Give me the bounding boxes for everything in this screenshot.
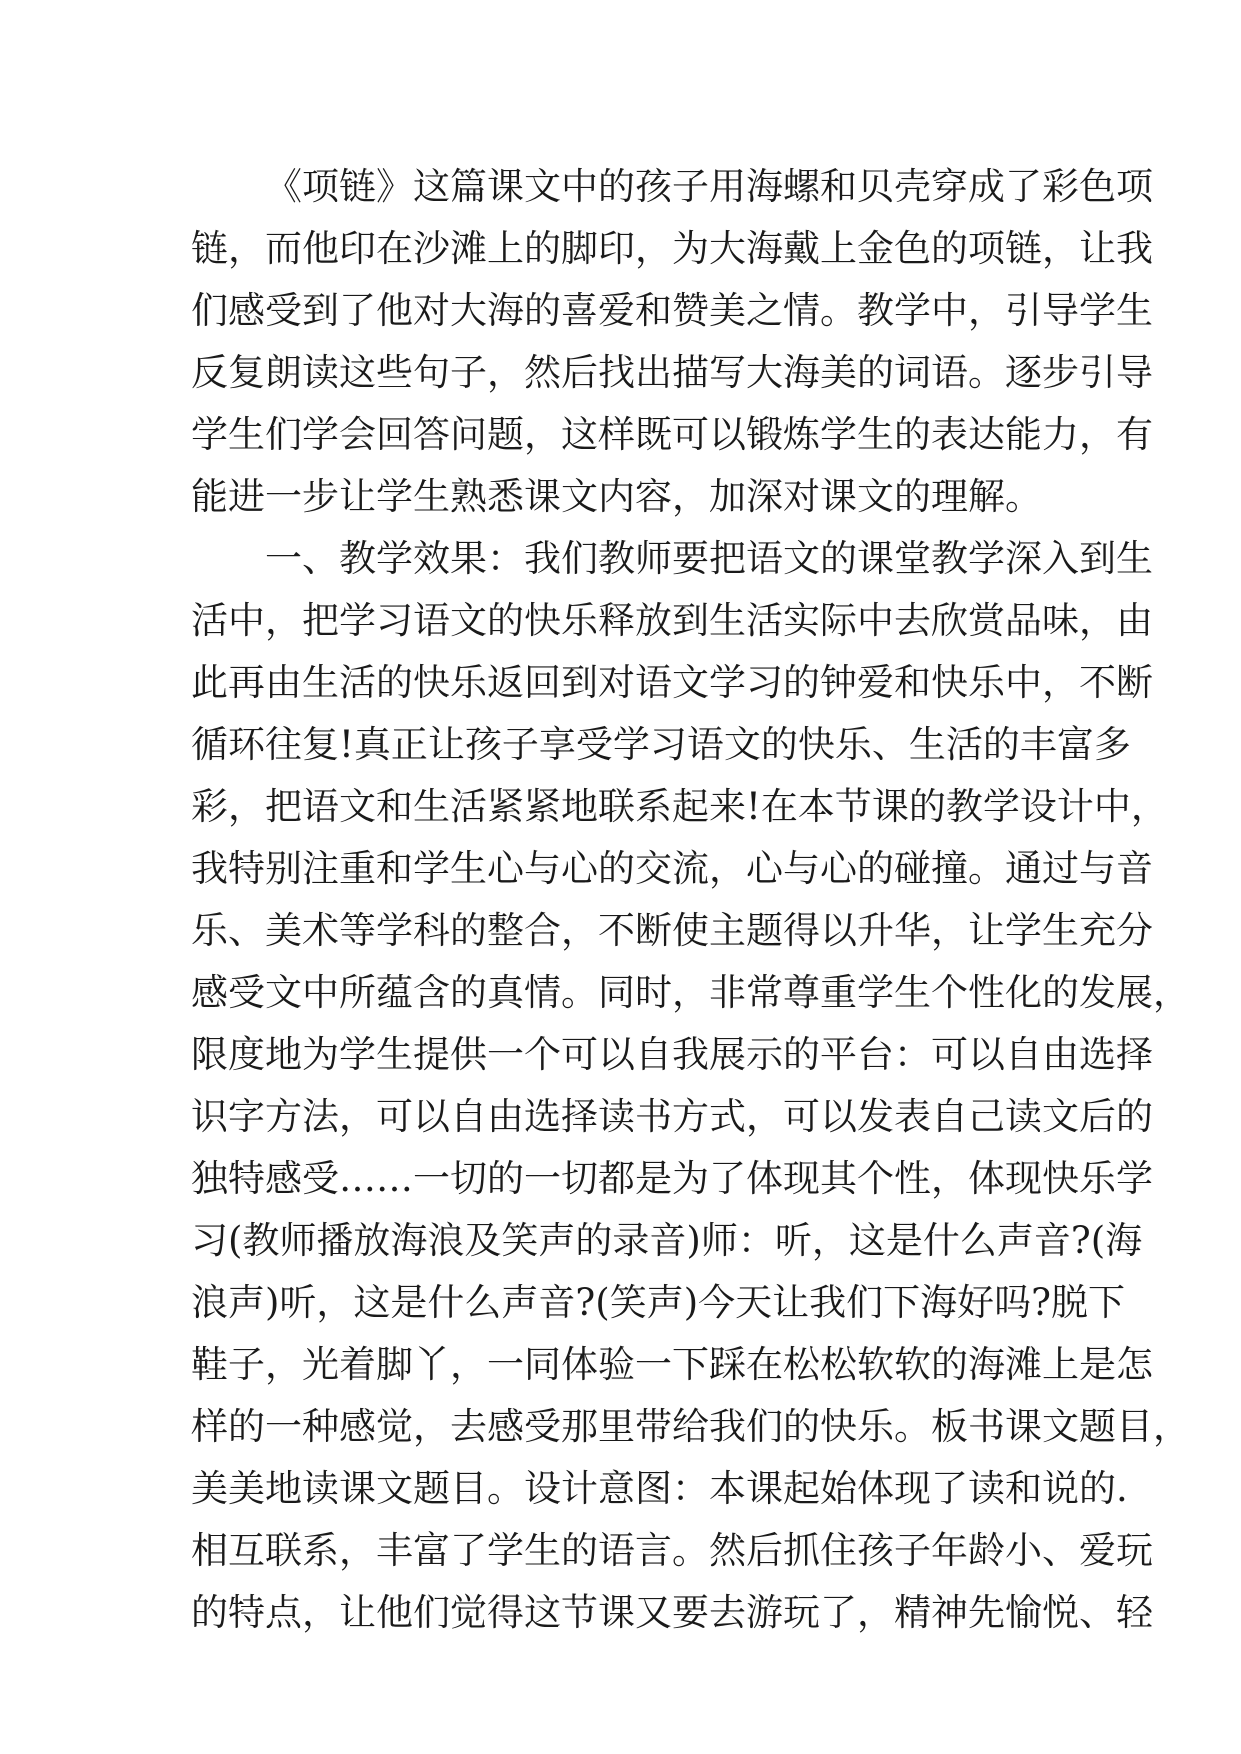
text-line: 学生们学会回答问题，这样既可以锻炼学生的表达能力，有 <box>191 413 1153 456</box>
text-line: 活中，把学习语文的快乐释放到生活实际中去欣赏品味，由 <box>191 599 1153 642</box>
text-line: 限度地为学生提供一个可以自我展示的平台：可以自由选择 <box>191 1033 1153 1076</box>
text-line: 此再由生活的快乐返回到对语文学习的钟爱和快乐中，不断 <box>191 661 1153 704</box>
text-line: 浪声)听，这是什么声音?(笑声)今天让我们下海好吗?脱下 <box>191 1281 1125 1324</box>
text-line: 我特别注重和学生心与心的交流，心与心的碰撞。通过与音 <box>191 847 1153 890</box>
text-line: 彩，把语文和生活紧紧地联系起来!在本节课的教学设计中， <box>191 785 1168 828</box>
text-line: 的特点，让他们觉得这节课又要去游玩了，精神先愉悦、轻 <box>191 1591 1153 1634</box>
text-line: 反复朗读这些句子，然后找出描写大海美的词语。逐步引导 <box>191 351 1153 394</box>
text-line: 循环往复!真正让孩子享受学习语文的快乐、生活的丰富多 <box>191 723 1131 766</box>
body-text <box>191 156 1190 1644</box>
text-line: 感受文中所蕴含的真情。同时，非常尊重学生个性化的发展， <box>191 971 1190 1014</box>
text-line: 鞋子，光着脚丫，一同体验一下踩在松松软软的海滩上是怎 <box>191 1343 1153 1386</box>
text-line: 独特感受……一切的一切都是为了体现其个性，体现快乐学 <box>191 1157 1153 1200</box>
text-line: 一、教学效果：我们教师要把语文的课堂教学深入到生 <box>265 537 1153 580</box>
text-line: 能进一步让学生熟悉课文内容，加深对课文的理解。 <box>191 475 1042 518</box>
text-line: 习(教师播放海浪及笑声的录音)师：听，这是什么声音?(海 <box>191 1219 1143 1262</box>
text-line: 相互联系，丰富了学生的语言。然后抓住孩子年龄小、爱玩 <box>191 1529 1153 1572</box>
text-line: 们感受到了他对大海的喜爱和赞美之情。教学中，引导学生 <box>191 289 1153 332</box>
text-line: 识字方法，可以自由选择读书方式，可以发表自己读文后的 <box>191 1095 1153 1138</box>
text-line: 美美地读课文题目。设计意图：本课起始体现了读和说的. <box>191 1467 1128 1510</box>
text-line: 样的一种感觉，去感受那里带给我们的快乐。板书课文题目， <box>191 1405 1190 1448</box>
text-line: 乐、美术等学科的整合，不断使主题得以升华，让学生充分 <box>191 909 1153 952</box>
text-line: 链，而他印在沙滩上的脚印，为大海戴上金色的项链，让我 <box>191 227 1153 270</box>
text-line: 《项链》这篇课文中的孩子用海螺和贝壳穿成了彩色项 <box>265 165 1153 208</box>
